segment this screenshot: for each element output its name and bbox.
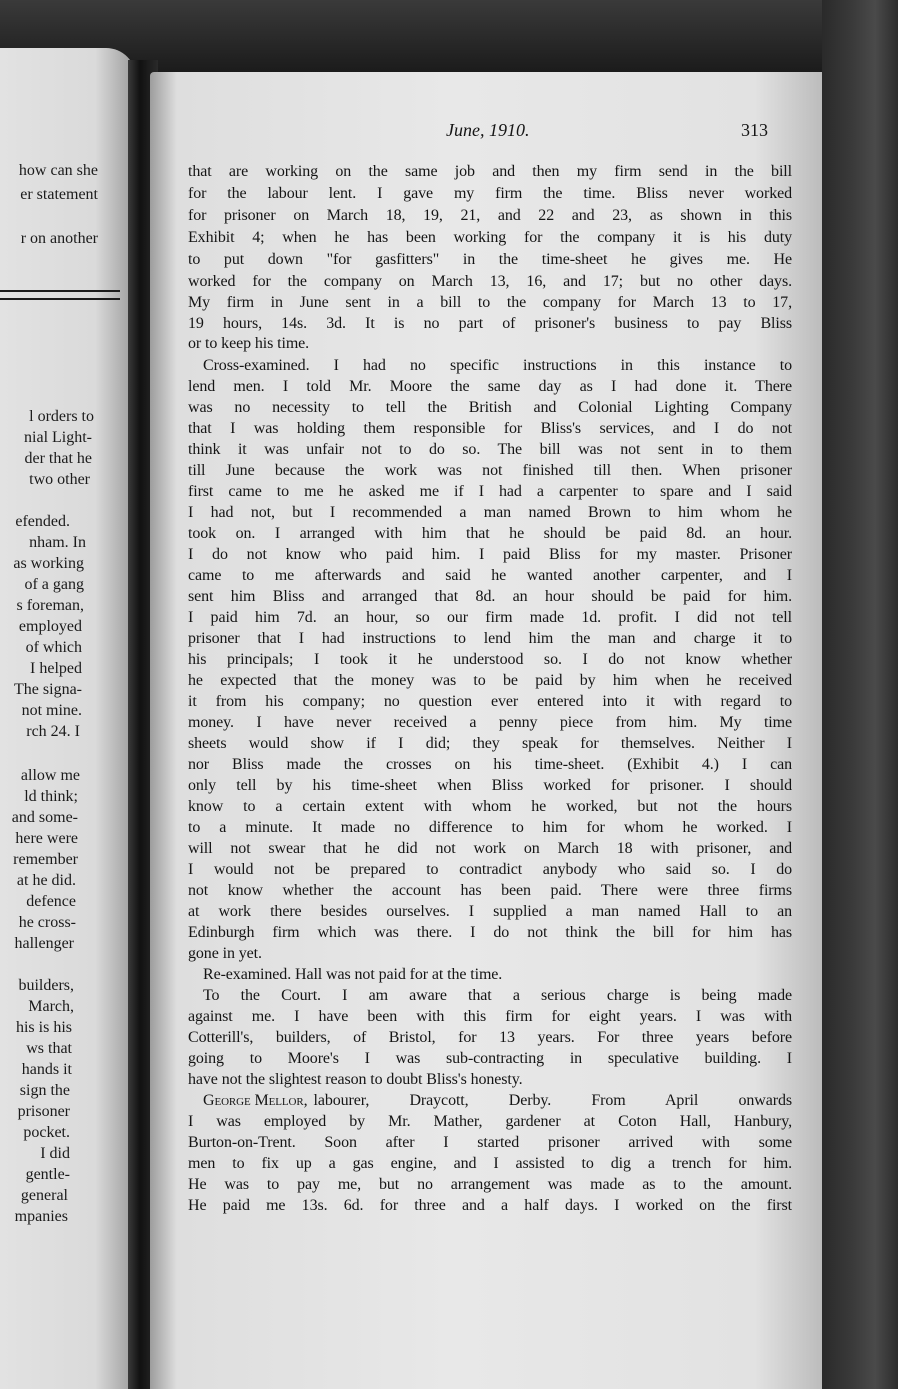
left-page-line: and some- [11, 809, 78, 826]
text-line: that are working on the same job and then my firm send in the bill [188, 163, 792, 180]
text-line: sheets would show if I did; they speak for themselves. Neither I [188, 735, 792, 752]
text-line: He was to pay me, but no arrangement was made as to the amount. [188, 1176, 792, 1193]
text-line: Burton-on-Trent. Soon after I started prisoner arrived with some [188, 1134, 792, 1151]
text-line: nor Bliss made the crosses on his time-sheet. (Exhibit 4.) I can [188, 756, 792, 773]
left-page-line: defence [26, 893, 76, 910]
text-line: to a minute. It made no difference to him for whom he worked. I [188, 819, 792, 836]
text-line: I paid him 7d. an hour, so our firm made 1d. profit. I did not tell [188, 609, 792, 626]
left-page-line: The signa- [14, 681, 82, 698]
text-line: I would not be prepared to contradict anybody who said so. I do [188, 861, 792, 878]
left-page-line: I helped [30, 660, 82, 677]
text-line: he expected that the money was to be paid by him when he received [188, 672, 792, 689]
text-line: gone in yet. [188, 945, 262, 962]
text-line: came to me afterwards and said he wanted another carpenter, and I [188, 567, 792, 584]
text-line: against me. I have been with this firm for eight years. I was with [188, 1008, 792, 1025]
left-page-line: of which [25, 639, 82, 656]
left-page-line: he cross- [18, 914, 76, 931]
text-line: took on. I arranged with him that he should be paid 8d. an hour. [188, 525, 792, 542]
text-line: for the labour lent. I gave my firm the time. Bliss never worked [188, 185, 792, 202]
page-edge-shadow [822, 0, 898, 1389]
text-line: money. I have never received a penny piece from him. My time [188, 714, 792, 731]
text-line: or to keep his time. [188, 335, 310, 352]
left-page-line: how can she [18, 162, 98, 179]
text-line: first came to me he asked me if I had a carpenter to spare and I said [188, 483, 792, 500]
text-line: My firm in June sent in a bill to the company for March 13 to 17, [188, 294, 792, 311]
text-line: going to Moore's I was sub-contracting in speculative building. I [188, 1050, 792, 1067]
text-line: Edinburgh firm which was there. I do not think the bill for him has [188, 924, 792, 941]
text-line: Re-examined. Hall was not paid for at the time. [203, 966, 503, 983]
left-page-line: r on another [20, 230, 98, 247]
left-page-line: l orders to [29, 408, 94, 425]
text-line: To the Court. I am aware that a serious charge is being made [203, 987, 792, 1004]
left-page-line: mpanies [14, 1208, 68, 1225]
text-line: I was employed by Mr. Mather, gardener at Coton Hall, Hanbury, [188, 1113, 792, 1130]
text-line: Cross-examined. I had no specific instructions in this instance to [203, 357, 792, 374]
text-line: know to a certain extent with whom he worked, but not the hours [188, 798, 792, 815]
text-line: for prisoner on March 18, 19, 21, and 22 and 23, as shown in this [188, 207, 792, 224]
left-page-line: employed [18, 618, 82, 635]
running-header [0, 120, 898, 144]
text-line: have not the slightest reason to doubt Bliss's honesty. [188, 1071, 523, 1088]
text-line: that I was holding them responsible for Bliss's services, and I do not [188, 420, 792, 437]
text-line: to put down "for gasfitters" in the time-sheet he gives me. He [188, 251, 792, 268]
witness-name: George Mellor, [203, 1092, 308, 1109]
text-line: sent him Bliss and arranged that 8d. an hour should be paid for him. [188, 588, 792, 605]
left-page-line: hands it [21, 1061, 72, 1078]
left-page-line: nial Light- [24, 429, 92, 446]
left-page-line: s foreman, [16, 597, 84, 614]
left-page-line: of a gang [24, 576, 84, 593]
text-line: Cotterill's, builders, of Bristol, for 13 years. For three years before [188, 1029, 792, 1046]
text-line: it from his company; no question ever entered into it with regard to [188, 693, 792, 710]
left-page-line: here were [15, 830, 78, 847]
left-page-line: I did [40, 1145, 70, 1162]
text-line: lend men. I told Mr. Moore the same day as I had done it. There [188, 378, 792, 395]
left-page-line: at he did. [16, 872, 76, 889]
left-page-line: remember [13, 851, 78, 868]
left-page-line: allow me [20, 767, 80, 784]
text-line: till June because the work was not finished till then. When prisoner [188, 462, 792, 479]
text-line: only tell by his time-sheet when Bliss worked for prisoner. I should [188, 777, 792, 794]
left-page-line: efended. [15, 513, 70, 530]
left-page-line: general [20, 1187, 68, 1204]
page-number: 313 [741, 120, 768, 140]
left-page-line: as working [13, 555, 84, 572]
text-line: will not swear that he did not work on March 18 with prisoner, and [188, 840, 792, 857]
text-line: 19 hours, 14s. 3d. It is no part of prisoner's business to pay Bliss [188, 315, 792, 332]
text-line: not know whether the account has been paid. There were three firms [188, 882, 792, 899]
left-page-line: prisoner [17, 1103, 70, 1120]
text-line: He paid me 13s. 6d. for three and a half days. I worked on the first [188, 1197, 792, 1214]
text-line: labourer, Draycott, Derby. From April onwards [313, 1092, 792, 1109]
left-page-line: ws that [26, 1040, 72, 1057]
left-page-line: builders, [18, 977, 74, 994]
left-page-line: rch 24. I [26, 723, 80, 740]
left-page-line: sign the [19, 1082, 70, 1099]
left-page-line: er statement [20, 186, 98, 203]
text-line: think it was unfair not to do so. The bill was not sent in to them [188, 441, 792, 458]
running-head-date: June, 1910. [446, 120, 530, 140]
left-page-line: pocket. [23, 1124, 70, 1141]
left-page-line: gentle- [25, 1166, 70, 1183]
text-line: prisoner that I had instructions to lend him the man and charge it to [188, 630, 792, 647]
text-line: at work there besides ourselves. I supplied a man named Hall to an [188, 903, 792, 920]
left-page [0, 48, 136, 1389]
left-page-line: March, [28, 998, 74, 1015]
left-page-line: not mine. [21, 702, 82, 719]
left-page-line: hallenger [14, 935, 74, 952]
left-page-line: der that he [24, 450, 92, 467]
text-line: men to fix up a gas engine, and I assisted to dig a trench for him. [188, 1155, 792, 1172]
text-line: was no necessity to tell the British and Colonial Lighting Company [188, 399, 792, 416]
text-line: I had not, but I recommended a man named Brown to him whom he [188, 504, 792, 521]
section-rule [0, 298, 120, 300]
text-line: I do not know who paid him. I paid Bliss for my master. Prisoner [188, 546, 792, 563]
left-page-line: his is his [15, 1019, 72, 1036]
left-page-line: two other [29, 471, 90, 488]
left-page-line: nham. In [29, 534, 86, 551]
left-page-line: ld think; [24, 788, 78, 805]
text-line: Exhibit 4; when he has been working for the company it is his duty [188, 229, 792, 246]
text-line: his principals; I took it he understood so. I do not know whether [188, 651, 792, 668]
text-line: worked for the company on March 13, 16, and 17; but no other days. [188, 273, 792, 290]
witness-line [203, 1091, 792, 1111]
section-rule [0, 290, 120, 292]
